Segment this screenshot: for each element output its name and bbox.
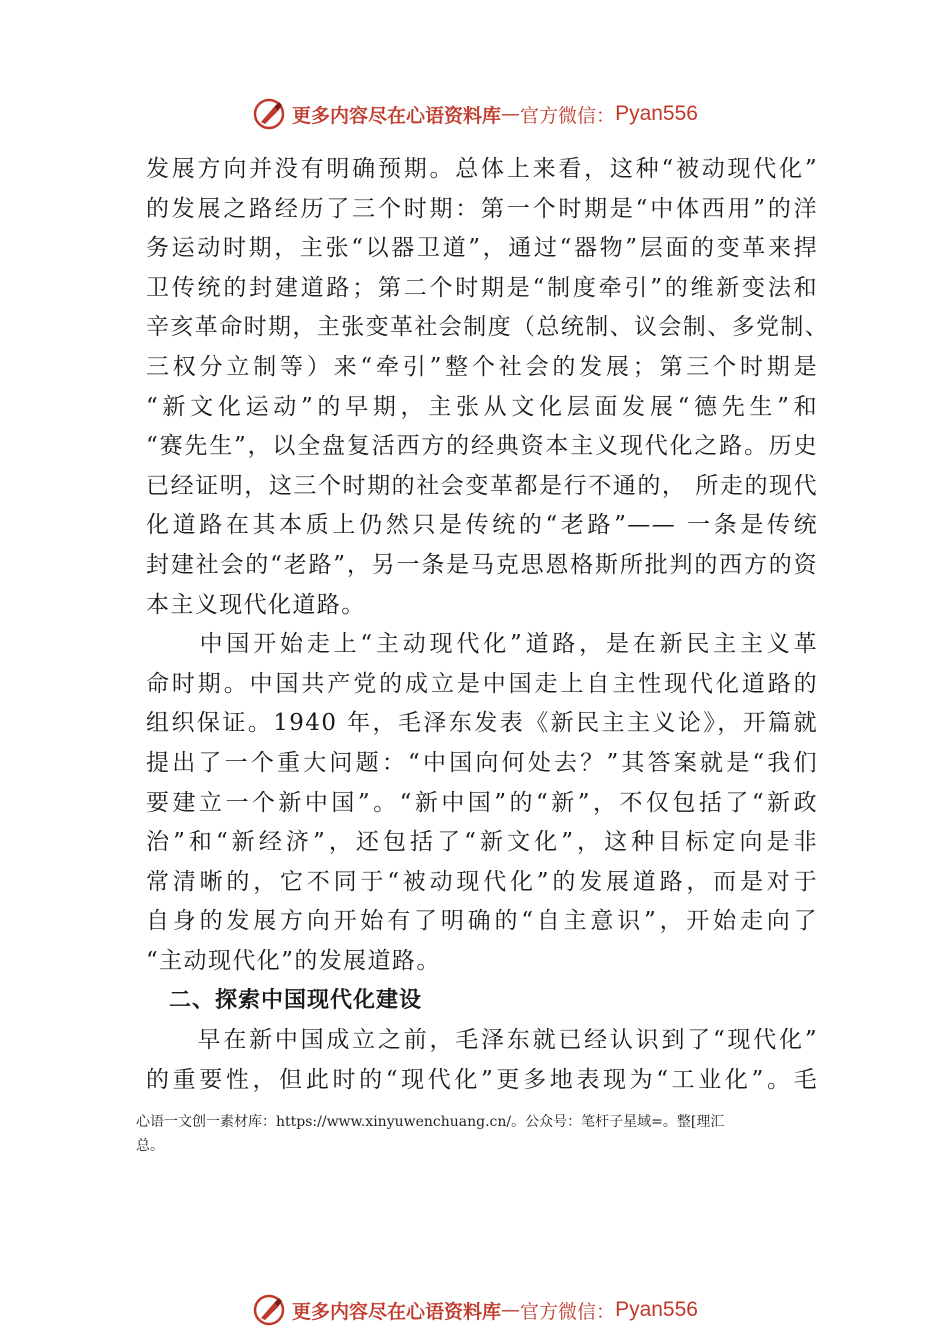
text-line: 治”和“新经济”，还包括了“新文化”，这种目标定向是非 bbox=[146, 829, 818, 856]
pen-nib-logo-icon bbox=[252, 97, 286, 131]
text-line: 已经证明，这三个时期的社会变革都是行不通的， 所走的现代 bbox=[146, 472, 818, 499]
section-heading: 二、探索中国现代化建设 bbox=[146, 988, 423, 1014]
source-footnote bbox=[136, 1110, 836, 1158]
text-line: 三权分立制等）来“牵引”整个社会的发展；第三个时期是 bbox=[146, 353, 818, 380]
brand-text: 更多内容尽在心语资料库 bbox=[292, 104, 502, 127]
text-line: 命时期。中国共产党的成立是中国走上自主性现代化道路的 bbox=[146, 670, 818, 697]
text-line: 发展方向并没有明确预期。总体上来看，这种“被动现代化” bbox=[146, 156, 818, 182]
text-line: 提出了一个重大问题：“中国向何处去？”其答案就是“我们 bbox=[146, 749, 818, 776]
text-line: 常清晰的，它不同于“被动现代化”的发展道路，而是对于 bbox=[146, 868, 818, 895]
brand-text: 更多内容尽在心语资料库 bbox=[292, 1300, 502, 1323]
footnote-line: 总。 bbox=[136, 1138, 164, 1154]
text-line: 卫传统的封建道路；第二个时期是“制度牵引”的维新变法和 bbox=[146, 274, 818, 301]
text-line: 要建立一个新中国”。“新中国”的“新”，不仅包括了“新政 bbox=[146, 789, 818, 816]
text-line: 的发展之路经历了三个时期：第一个时期是“中体西用”的洋 bbox=[146, 195, 818, 222]
text-line: “新文化运动”的早期，主张从文化层面发展“德先生”和 bbox=[146, 393, 818, 420]
text-line: 化道路在其本质上仍然只是传统的“老路”—— 一条是传统 bbox=[146, 512, 818, 539]
text-line: “赛先生”，以全盘复活西方的经典资本主义现代化之路。历史 bbox=[146, 433, 818, 460]
wechat-label: 官方微信： bbox=[520, 1300, 616, 1323]
text-line: 中国开始走上“主动现代化”道路，是在新民主主义革 bbox=[146, 631, 818, 658]
text-line: 早在新中国成立之前，毛泽东就已经认识到了“现代化” bbox=[146, 1027, 818, 1054]
banner-separator: — bbox=[501, 103, 521, 125]
document-body bbox=[146, 150, 830, 1100]
banner-separator: — bbox=[501, 1299, 521, 1321]
text-line: 组织保证。1940 年，毛泽东发表《新民主主义论》，开篇就 bbox=[146, 710, 818, 737]
text-line: 务运动时期，主张“以器卫道”，通过“器物”层面的变革来捍 bbox=[146, 235, 818, 262]
wechat-id: Pyan556 bbox=[615, 102, 698, 125]
wechat-id: Pyan556 bbox=[615, 1298, 698, 1321]
text-line: 封建社会的“老路”，另一条是马克思恩格斯所批判的西方的资 bbox=[146, 551, 818, 578]
text-line: 自身的发展方向开始有了明确的“自主意识”，开始走向了 bbox=[146, 908, 818, 935]
pen-nib-logo-icon bbox=[252, 1293, 286, 1327]
text-line: 的重要性，但此时的“现代化”更多地表现为“工业化”。毛 bbox=[146, 1066, 818, 1093]
text-line: 辛亥革命时期，主张变革社会制度（总统制、议会制、多党制、 bbox=[146, 314, 830, 341]
header-banner bbox=[0, 94, 950, 134]
text-line: “主动现代化”的发展道路。 bbox=[146, 947, 441, 974]
wechat-label: 官方微信： bbox=[520, 104, 616, 127]
footnote-line: 心语一文创一素材库：https://www.xinyuwenchuang.cn/。公众号：笔杆子星域=。整[理汇 bbox=[136, 1114, 725, 1130]
footer-banner bbox=[0, 1290, 950, 1330]
text-line: 本主义现代化道路。 bbox=[146, 591, 366, 618]
